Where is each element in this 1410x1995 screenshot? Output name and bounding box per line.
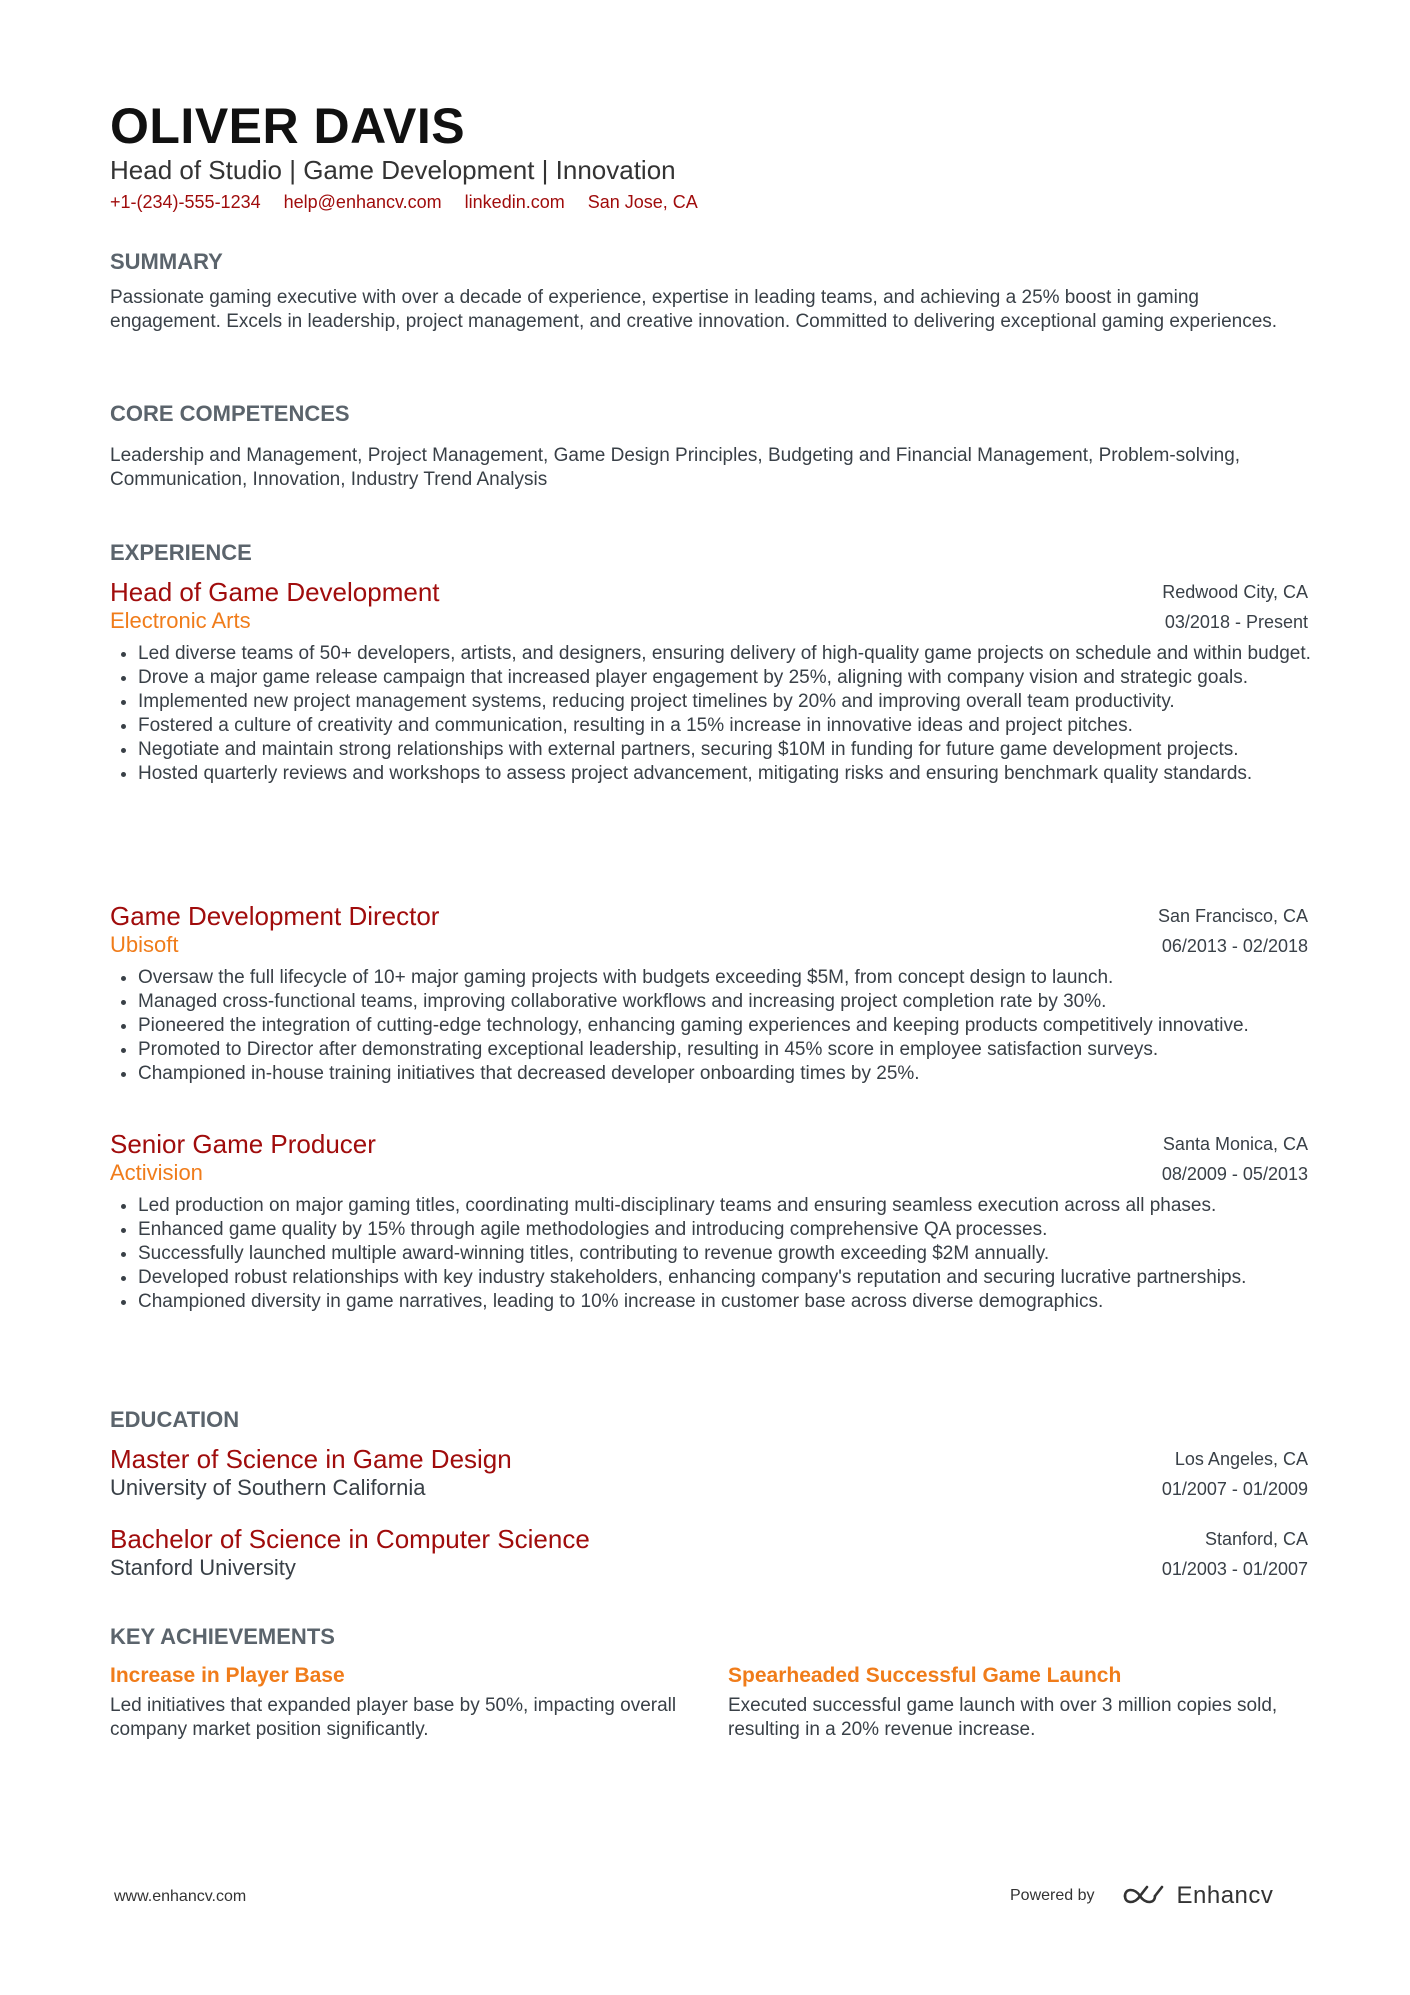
contact-line: [110, 190, 716, 214]
job-bullet: • Drove a major game release campaign that increased player engagement by 25%, aligning with company vision and strategic goals.: [138, 666, 1328, 690]
footer-branding: [1010, 1876, 1273, 1916]
job-bullets: [110, 966, 1328, 1086]
competences-text: Leadership and Management, Project Management, Game Design Principles, Budgeting and Financial Management, Problem-solving, Communication, Innovation, Industry Trend Analysis: [110, 445, 1241, 490]
job-bullets: [110, 1194, 1328, 1314]
competences-heading: CORE COMPETENCES: [110, 401, 350, 426]
achievement-title: Increase in Player Base: [110, 1664, 345, 1687]
job-bullet: • Enhanced game quality by 15% through agile methodologies and introducing comprehensive QA processes.: [138, 1218, 1328, 1242]
job-company: Activision: [110, 1160, 203, 1185]
job-bullet: • Negotiate and maintain strong relationships with external partners, securing $10M in funding for future game development projects.: [138, 738, 1328, 762]
education-location: Los Angeles, CA: [1174, 1449, 1308, 1469]
enhancv-logo-icon: [1121, 1883, 1167, 1909]
education-heading: EDUCATION: [110, 1407, 240, 1432]
summary-heading: SUMMARY: [110, 249, 223, 274]
education-dates: 01/2003 - 01/2007: [1161, 1559, 1308, 1579]
job-bullet: • Managed cross-functional teams, improving collaborative workflows and increasing project completion rate by 30%.: [138, 990, 1328, 1014]
footer-website-link[interactable]: www.enhancv.com: [114, 1888, 247, 1905]
education-dates: 01/2007 - 01/2009: [1161, 1479, 1308, 1499]
job-bullets: [110, 642, 1328, 786]
job-location: Redwood City, CA: [1162, 582, 1308, 602]
phone-link[interactable]: +1-(234)-555-1234: [110, 192, 261, 212]
email-link[interactable]: help@enhancv.com: [283, 192, 442, 212]
job-bullet: • Fostered a culture of creativity and communication, resulting in a 15% increase in innovative ideas and project pitches.: [138, 714, 1328, 738]
degree-title: Master of Science in Game Design: [110, 1444, 512, 1474]
job-bullet: • Championed diversity in game narratives, leading to 10% increase in customer base across diverse demographics.: [138, 1290, 1328, 1314]
summary-text: Passionate gaming executive with over a decade of experience, expertise in leading teams, and achieving a 25% boost in gaming engagement. Excels in leadership, project management, and creative innovation. Committed to delivering exceptional gaming experiences.: [110, 287, 1278, 332]
experience-heading: EXPERIENCE: [110, 540, 252, 565]
linkedin-link[interactable]: linkedin.com: [464, 192, 565, 212]
job-dates: 06/2013 - 02/2018: [1161, 936, 1308, 956]
job-title: Senior Game Producer: [110, 1129, 376, 1159]
job-bullet: • Championed in-house training initiatives that decreased developer onboarding times by 25%.: [138, 1062, 1328, 1086]
job-title: Game Development Director: [110, 901, 440, 931]
achievements-heading: KEY ACHIEVEMENTS: [110, 1624, 335, 1649]
achievement-text: Led initiatives that expanded player base by 50%, impacting overall company market position significantly.: [110, 1695, 677, 1740]
degree-title: Bachelor of Science in Computer Science: [110, 1524, 590, 1554]
school-name: University of Southern California: [110, 1475, 426, 1500]
job-bullet: • Promoted to Director after demonstrating exceptional leadership, resulting in 45% score in employee satisfaction surveys.: [138, 1038, 1328, 1062]
achievement-text: Executed successful game launch with over 3 million copies sold, resulting in a 20% revenue increase.: [728, 1695, 1278, 1740]
job-bullet: • Implemented new project management systems, reducing project timelines by 20% and improving overall team productivity.: [138, 690, 1328, 714]
job-company: Ubisoft: [110, 932, 179, 957]
job-bullet: • Led production on major gaming titles, coordinating multi-disciplinary teams and ensuring seamless execution across all phases.: [138, 1194, 1328, 1218]
job-bullet: • Oversaw the full lifecycle of 10+ major gaming projects with budgets exceeding $5M, from concept design to launch.: [138, 966, 1328, 990]
job-company: Electronic Arts: [110, 608, 251, 633]
job-title: Head of Game Development: [110, 577, 440, 607]
powered-by-label: Powered by: [1010, 1887, 1095, 1904]
job-dates: 03/2018 - Present: [1164, 612, 1308, 632]
job-dates: 08/2009 - 05/2013: [1161, 1164, 1308, 1184]
job-bullet: • Successfully launched multiple award-winning titles, contributing to revenue growth exceeding $2M annually.: [138, 1242, 1328, 1266]
candidate-headline: Head of Studio | Game Development | Innovation: [110, 155, 676, 185]
job-bullet: • Pioneered the integration of cutting-edge technology, enhancing gaming experiences and keeping products competitively innovative.: [138, 1014, 1328, 1038]
job-bullet: • Developed robust relationships with key industry stakeholders, enhancing company's reputation and securing lucrative partnerships.: [138, 1266, 1328, 1290]
school-name: Stanford University: [110, 1555, 296, 1580]
job-location: San Francisco, CA: [1157, 906, 1308, 926]
location-text: San Jose, CA: [587, 192, 698, 212]
job-bullet: • Led diverse teams of 50+ developers, artists, and designers, ensuring delivery of high-quality game projects on schedule and within budget.: [138, 642, 1328, 666]
job-bullet: • Hosted quarterly reviews and workshops to assess project advancement, mitigating risks and ensuring benchmark quality standards.: [138, 762, 1328, 786]
job-location: Santa Monica, CA: [1162, 1134, 1308, 1154]
achievement-title: Spearheaded Successful Game Launch: [728, 1664, 1122, 1687]
education-location: Stanford, CA: [1204, 1529, 1308, 1549]
candidate-name: OLIVER DAVIS: [110, 98, 466, 154]
enhancv-brand: Enhancv: [1176, 1882, 1274, 1909]
